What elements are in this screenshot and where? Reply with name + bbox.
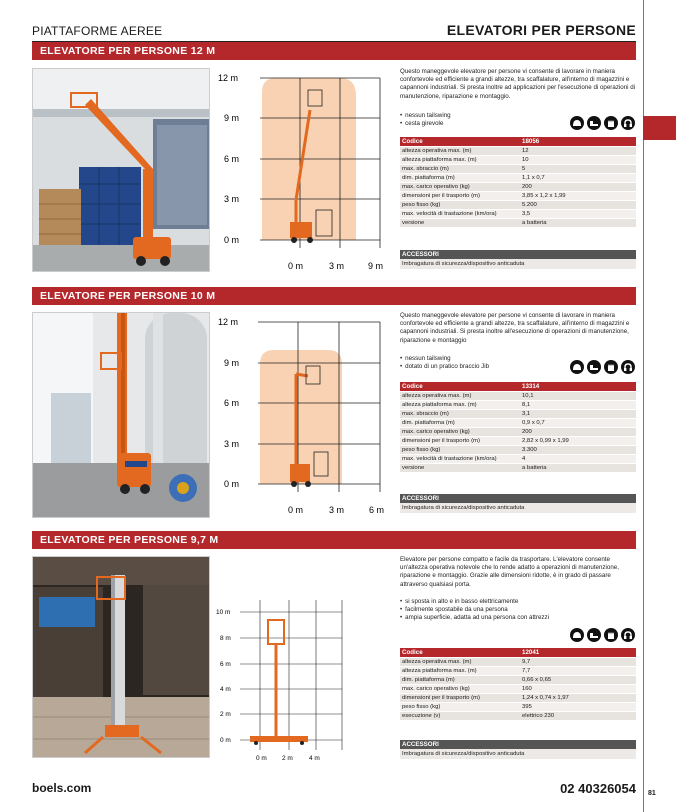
spec-value: 395 [520, 702, 636, 711]
y-tick-12: 12 m [218, 73, 239, 83]
spec-value: 7,7 [520, 666, 636, 675]
spec-value: 3,5 [520, 209, 636, 218]
y-tick-6: 6 m [220, 661, 231, 668]
product-photo-12m [32, 68, 210, 272]
spec-value: 12 [520, 146, 636, 155]
code-label: Codice [400, 382, 520, 391]
x-tick-0: 0 m [288, 505, 304, 515]
accessories-box [400, 494, 636, 513]
product-description: Questo maneggevole elevatore per persone vi consente di lavorare in maniera confortevole ed efficiente a grandi altezze, tra scaffalature, all'interno di magazzini e capannoni industriali. Si presta inoltre ad applicazioni per l'esecuzione di operazioni di manutenzione, riparazione e montaggio. [400, 68, 636, 100]
spec-key: altezza piattaforma max. (m) [400, 400, 520, 409]
safety-shoes-icon [587, 116, 601, 130]
safety-helmet-icon [570, 628, 584, 642]
hearing-protection-icon [621, 116, 635, 130]
product-title-bar: ELEVATORE PER PERSONE 9,7 M [32, 531, 636, 549]
spec-key: altezza operativa max. (m) [400, 657, 520, 666]
hearing-protection-icon [621, 360, 635, 374]
x-tick-4: 4 m [309, 755, 320, 762]
accessories-text: Imbragatura di sicurezza/dispositivo anticaduta [400, 749, 636, 759]
feature-list [400, 355, 560, 371]
y-tick-3: 3 m [224, 439, 240, 449]
feature-list [400, 112, 560, 128]
feature-item: • cesta girevole [400, 120, 560, 128]
y-tick-12: 12 m [218, 317, 239, 327]
spec-value: 8,1 [520, 400, 636, 409]
product-photo-10m [32, 312, 210, 518]
page-number: 81 [648, 790, 656, 797]
accessories-text: Imbragatura di sicurezza/dispositivo anticaduta [400, 259, 636, 269]
spec-value: 10 [520, 155, 636, 164]
y-tick-4: 4 m [220, 686, 231, 693]
spec-value: 2,82 x 0,99 x 1,99 [520, 436, 636, 445]
spec-table [400, 137, 636, 228]
feature-item: • si sposta in alto e in basso elettricamente [400, 598, 620, 606]
product-description: Questo maneggevole elevatore per persone vi consente di lavorare in maniera confortevole ed efficiente a grandi altezze, tra scaffalature, all'interno di magazzini e capannoni industriali. Si presta inoltre all'esecuzione di operazioni di manutenzione, riparazione e montaggio [400, 312, 630, 344]
x-tick-9: 9 m [368, 261, 384, 270]
y-tick-9: 9 m [224, 358, 240, 368]
spec-key: max. velocità di trastazione (km/ora) [400, 209, 520, 218]
page-header [32, 20, 636, 42]
spec-value: 0,9 x 0,7 [520, 418, 636, 427]
x-tick-3: 3 m [329, 505, 345, 515]
spec-key: altezza operativa max. (m) [400, 146, 520, 155]
spec-value: elettrico 230 [520, 711, 636, 720]
y-tick-3: 3 m [224, 194, 240, 204]
feature-item: • facilmente spostabile da una persona [400, 606, 620, 614]
y-tick-10: 10 m [216, 609, 231, 616]
spec-key: max. sbraccio (m) [400, 409, 520, 418]
phone-number: 02 40326054 [560, 781, 636, 796]
spec-value: 5.200 [520, 200, 636, 209]
product-section-9-7m [32, 531, 636, 549]
safety-gloves-icon [604, 360, 618, 374]
code-label: Codice [400, 137, 520, 146]
spec-key: peso fisso (kg) [400, 445, 520, 454]
y-tick-2: 2 m [220, 711, 231, 718]
x-tick-0: 0 m [256, 755, 267, 762]
code-value: 13314 [520, 382, 636, 391]
spec-key: max. carico operativo (kg) [400, 182, 520, 191]
code-value: 18056 [520, 137, 636, 146]
feature-item: • nessun tailswing [400, 355, 560, 363]
hearing-protection-icon [621, 628, 635, 642]
safety-shoes-icon [587, 360, 601, 374]
feature-item: • dotato di un pratico braccio Jib [400, 363, 560, 371]
spec-key: altezza operativa max. (m) [400, 391, 520, 400]
spec-value: 10,1 [520, 391, 636, 400]
spec-key: altezza piattaforma max. (m) [400, 155, 520, 164]
safety-gloves-icon [604, 116, 618, 130]
feature-item: • nessun tailswing [400, 112, 560, 120]
feature-item: • ampia superficie, adatta ad una persona con attrezzi [400, 614, 620, 622]
x-tick-6: 6 m [369, 505, 385, 515]
spec-value: 3.300 [520, 445, 636, 454]
y-tick-6: 6 m [224, 398, 240, 408]
reach-diagram-12m [218, 70, 390, 270]
code-label: Codice [400, 648, 520, 657]
spec-value: a batteria [520, 218, 636, 227]
spec-key: dimensioni per il trasporto (m) [400, 693, 520, 702]
spec-key: versione [400, 463, 520, 472]
y-tick-6: 6 m [224, 154, 240, 164]
accessories-heading: ACCESSORI [400, 740, 636, 749]
spec-value: 1,24 x 0,74 x 1,97 [520, 693, 636, 702]
product-photo-9-7m [32, 556, 210, 758]
spec-value: 160 [520, 684, 636, 693]
page-footer [32, 781, 636, 803]
spec-value: 200 [520, 182, 636, 191]
spec-value: 200 [520, 427, 636, 436]
y-tick-8: 8 m [220, 635, 231, 642]
safety-gloves-icon [604, 628, 618, 642]
product-title-bar: ELEVATORE PER PERSONE 10 M [32, 287, 636, 305]
product-description: Elevatore per persone compatto e facile da trasportare. L'elevatore consente un'altezza operativa notevole che lo rende adatto a operazioni di manutenzione, riparazione e montaggio. Grazie alle dimensioni ridotte, è in grado di passare attraverso qualsiasi porta. [400, 556, 619, 588]
accessories-heading: ACCESSORI [400, 494, 636, 503]
y-tick-9: 9 m [224, 113, 240, 123]
spec-value: 9,7 [520, 657, 636, 666]
spec-key: max. velocità di trastazione (km/ora) [400, 454, 520, 463]
y-tick-0: 0 m [224, 479, 240, 489]
spec-key: esecuzione (v) [400, 711, 520, 720]
category-label: PIATTAFORME AEREE [32, 24, 163, 38]
spec-key: dim. piattaforma (m) [400, 173, 520, 182]
product-section-12m [32, 42, 636, 60]
spec-key: dim. piattaforma (m) [400, 675, 520, 684]
spec-key: peso fisso (kg) [400, 200, 520, 209]
x-tick-0: 0 m [288, 261, 304, 270]
safety-icon-row [570, 116, 635, 130]
website-link[interactable]: boels.com [32, 781, 92, 795]
spec-value: 5 [520, 164, 636, 173]
spec-key: max. carico operativo (kg) [400, 427, 520, 436]
spec-key: max. sbraccio (m) [400, 164, 520, 173]
section-title: ELEVATORI PER PERSONE [446, 22, 636, 38]
spec-key: dim. piattaforma (m) [400, 418, 520, 427]
code-value: 12041 [520, 648, 636, 657]
reach-diagram-10m [218, 314, 390, 516]
x-tick-3: 3 m [329, 261, 345, 270]
y-tick-0: 0 m [220, 737, 231, 744]
safety-icon-row [570, 628, 635, 642]
y-tick-0: 0 m [224, 235, 240, 245]
x-tick-2: 2 m [282, 755, 293, 762]
safety-helmet-icon [570, 116, 584, 130]
accessories-heading: ACCESSORI [400, 250, 636, 259]
spec-key: peso fisso (kg) [400, 702, 520, 711]
spec-table [400, 382, 636, 473]
safety-helmet-icon [570, 360, 584, 374]
accessories-box [400, 740, 636, 759]
spec-key: dimensioni per il trasporto (m) [400, 436, 520, 445]
accessories-box [400, 250, 636, 269]
accessories-text: Imbragatura di sicurezza/dispositivo anticaduta [400, 503, 636, 513]
spec-value: 3,85 x 1,2 x 1,99 [520, 191, 636, 200]
spec-value: 1,1 x 0,7 [520, 173, 636, 182]
reach-diagram-9-7m [216, 600, 396, 768]
spec-value: 4 [520, 454, 636, 463]
spec-key: max. carico operativo (kg) [400, 684, 520, 693]
spec-key: dimensioni per il trasporto (m) [400, 191, 520, 200]
spec-key: altezza piattaforma max. (m) [400, 666, 520, 675]
safety-icon-row [570, 360, 635, 374]
section-tab-marker [643, 116, 676, 140]
safety-shoes-icon [587, 628, 601, 642]
spec-value: a batteria [520, 463, 636, 472]
feature-list [400, 598, 620, 623]
spec-value: 0,66 x 0,65 [520, 675, 636, 684]
product-title-bar: ELEVATORE PER PERSONE 12 M [32, 42, 636, 60]
spec-key: versione [400, 218, 520, 227]
product-section-10m [32, 287, 636, 305]
spec-table [400, 648, 636, 721]
spec-value: 3,1 [520, 409, 636, 418]
